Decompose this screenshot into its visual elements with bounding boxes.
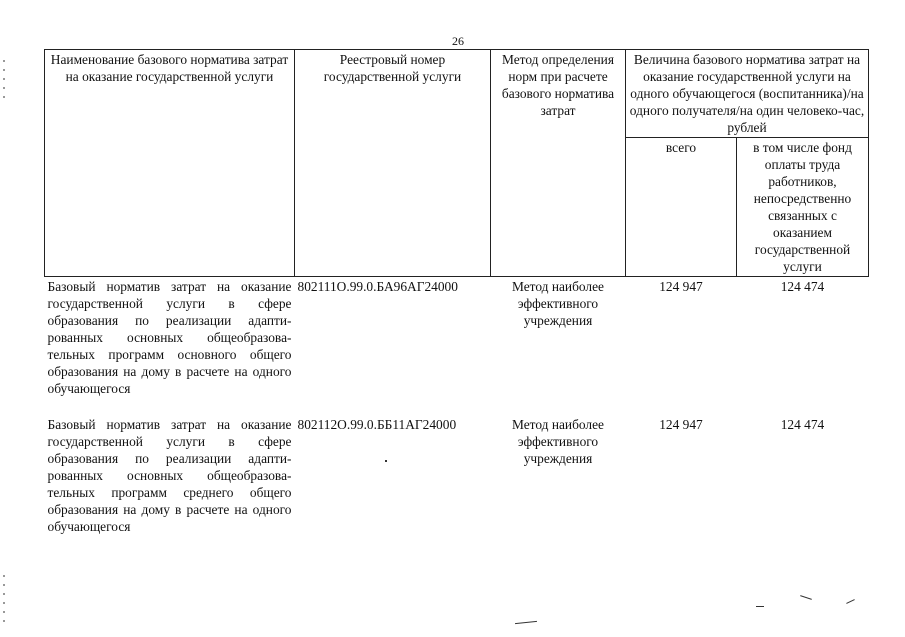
row-total: 124 947 [659, 417, 703, 432]
header-payroll: в том числе фонд оплаты труда работников, непосредственно связанных с оказанием государственной услуги [737, 138, 869, 277]
header-method: Метод определения норм при расчете базового норматива затрат [491, 50, 626, 277]
row-method: Метод наиболее эффективного учреждения [512, 417, 604, 466]
row-name: Базовый норматив затрат на оказание государственной услуги в сфере образования по реализации адаптированных основных общеобразовательных программ среднего общего образования на дому в расчете на одного обучающегося [47, 417, 292, 534]
header-value-group: Величина базового норматива затрат на оказание государственной услуги на одного обучающегося (воспитанника)/на одного получателя/на один человеко-час, рублей [626, 50, 869, 138]
header-name: Наименование базового норматива затрат на оказание государственной услуги [45, 50, 295, 277]
row-payroll: 124 474 [780, 417, 825, 432]
scan-edge-marks [3, 575, 5, 625]
row-name: Базовый норматив затрат на оказание государственной услуги в сфере образования по реализации адаптированных основных общеобразовательных программ основного общего образования на дому в расчете на одного обучающегося [47, 279, 292, 396]
row-payroll: 124 474 [780, 279, 825, 294]
row-registry-number: 802112О.99.0.ББ11АГ24000 [297, 417, 457, 432]
page-number: 26 [452, 34, 464, 48]
header-registry-number: Реестровый номер государственной услуги [295, 50, 491, 277]
row-total: 124 947 [659, 279, 703, 294]
scan-speck [800, 595, 812, 600]
scan-edge-marks [3, 60, 5, 100]
table-row [45, 277, 869, 416]
row-registry-number: 802111О.99.0.БА96АГ24000 [297, 279, 458, 294]
scan-speck [385, 460, 387, 462]
header-total: всего [626, 138, 737, 277]
scan-speck [846, 599, 855, 604]
scan-speck [756, 606, 764, 607]
row-method: Метод наиболее эффективного учреждения [512, 279, 604, 328]
base-norms-table [44, 49, 869, 536]
table-row [45, 415, 869, 536]
scan-speck [515, 621, 537, 624]
